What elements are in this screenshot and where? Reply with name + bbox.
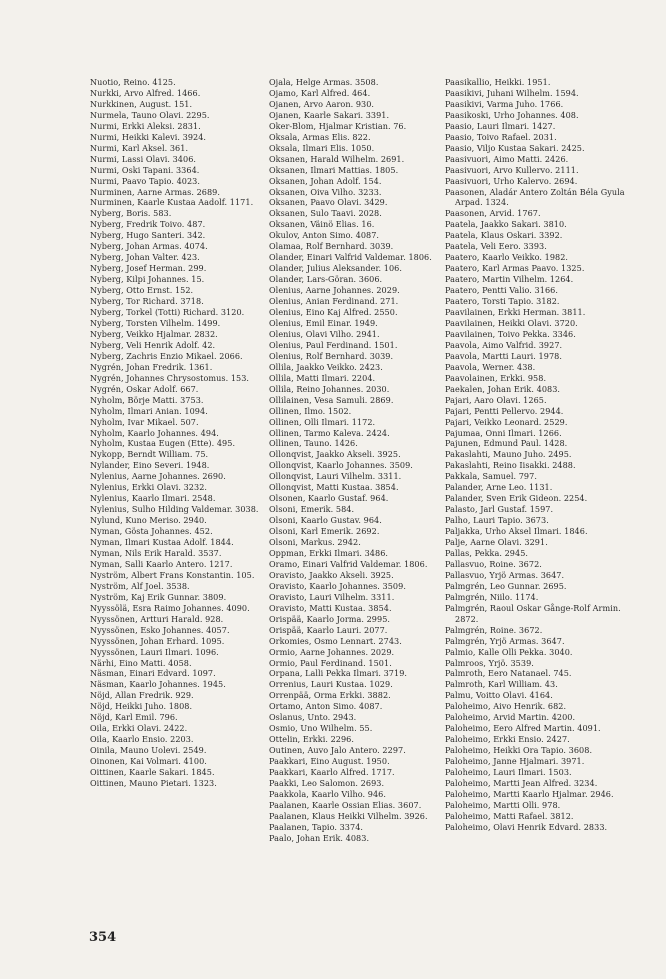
- index-entry: Nyberg, Torsten Vilhelm. 1499.: [90, 317, 221, 328]
- index-entry: Ollonqvist, Kaarlo Johannes. 3509.: [269, 460, 413, 471]
- index-entry: Nyberg, Zachris Enzio Mikael. 2066.: [90, 350, 243, 361]
- index-entry: Olsonen, Kaarlo Gustaf. 964.: [269, 493, 389, 504]
- index-entry: Paavola, Werner. 438.: [445, 361, 536, 372]
- index-entry: Nyholm, Börje Matti. 3753.: [90, 394, 204, 405]
- index-entry: Pajari, Veikko Leonard. 2529.: [445, 416, 568, 427]
- index-entry: Nurmi, Heikki Kalevi. 3924.: [90, 131, 207, 142]
- index-entry: Närhi, Eino Matti. 4058.: [90, 657, 192, 668]
- index-entry: Nyberg, Johan Valter. 423.: [90, 252, 200, 263]
- index-entry: Palmgrén, Yrjö Armas. 3647.: [445, 635, 565, 646]
- index-entry: Paasonen, Aladár Antero Zoltán Béla Gyula Arpad. 1324.: [445, 186, 625, 208]
- index-entry: Oila, Erkki Olavi. 2422.: [90, 723, 188, 734]
- index-entry: Paasivuori, Urho Kalervo. 2694.: [445, 175, 578, 186]
- index-entry: Ollinen, Olli Ilmari. 1172.: [269, 416, 376, 427]
- index-entry: Paasikoski, Urho Johannes. 408.: [445, 109, 579, 120]
- index-entry: Paakkola, Kaarlo Vilho. 946.: [269, 788, 386, 799]
- index-entry: Paakkari, Kaarlo Alfred. 1717.: [269, 767, 395, 778]
- index-entry: Näsman, Einari Edvard. 1097.: [90, 668, 216, 679]
- index-entry: Paloheimo, Janne Hjalmari. 3971.: [445, 756, 585, 767]
- index-entry: Paloheimo, Martti Olli. 978.: [445, 799, 561, 810]
- index-entry: Palander, Arne Leo. 1131.: [445, 482, 553, 493]
- index-entry: Nyyssönen, Artturi Harald. 928.: [90, 613, 224, 624]
- index-entry: Nygrén, Johan Fredrik. 1361.: [90, 361, 213, 372]
- index-entry: Paekalen, Johan Erik. 4083.: [445, 383, 561, 394]
- index-entry: Nurmi, Oski Tapani. 3364.: [90, 164, 200, 175]
- index-column-3: [445, 77, 627, 833]
- index-entry: Paalanen, Klaus Heikki Vilhelm. 3926.: [269, 810, 428, 821]
- index-entry: Orispää, Kaarlo Lauri. 2077.: [269, 624, 388, 635]
- index-entry: Ojanen, Kaarle Sakari. 3391.: [269, 109, 390, 120]
- index-entry: Paasivuori, Aimo Matti. 2426.: [445, 153, 569, 164]
- index-entry: Ollonqvist, Jaakko Akseli. 3925.: [269, 449, 401, 460]
- index-entry: Palmu, Voitto Olavi. 4164.: [445, 690, 553, 701]
- index-entry: Paavolainen, Erkki. 958.: [445, 372, 547, 383]
- index-entry: Palmgrén, Leo Gunnar. 2695.: [445, 580, 567, 591]
- index-entry: Nyberg, Johan Armas. 4074.: [90, 241, 208, 252]
- index-entry: Paasikivi, Varma Juho. 1766.: [445, 98, 564, 109]
- index-entry: Orpana, Lalli Pekka Ilmari. 3719.: [269, 668, 408, 679]
- index-entry: Nyman, Salli Kaarlo Antero. 1217.: [90, 558, 233, 569]
- index-entry: Oksanen, Sulo Taavi. 2028.: [269, 208, 382, 219]
- index-entry: Olsoni, Markus. 2942.: [269, 537, 361, 548]
- index-entry: Paasikallio, Heikki. 1951.: [445, 77, 551, 87]
- index-entry: Olenius, Olavi Vilho. 2941.: [269, 328, 380, 339]
- index-entry: Ojala, Helge Armas. 3508.: [269, 77, 379, 87]
- index-entry: Oksanen, Väinö Elias. 16.: [269, 219, 375, 230]
- index-entry: Ojamo, Karl Alfred. 464.: [269, 87, 371, 98]
- index-entry: Oksanen, Harald Wilhelm. 2691.: [269, 153, 405, 164]
- index-entry: Orrenpää, Orma Erkki. 3882.: [269, 690, 391, 701]
- index-entry: Paatero, Kaarlo Veikko. 1982.: [445, 252, 569, 263]
- index-entry: Paavola, Aimo Valfrid. 3927.: [445, 339, 563, 350]
- index-entry: Paakkari, Eino August. 1950.: [269, 756, 390, 767]
- index-entry: Nyström, Alf Joel. 3538.: [90, 580, 190, 591]
- index-entry: Olsoni, Karl Emerik. 2692.: [269, 526, 380, 537]
- index-entry: Okulov, Anton Simo. 4087.: [269, 230, 380, 241]
- index-entry: Pallas, Pekka. 2945.: [445, 547, 529, 558]
- index-entry: Nurmi, Erkki Aleksi. 2831.: [90, 120, 201, 131]
- index-entry: Paloheimo, Lauri Ilmari. 1503.: [445, 767, 572, 778]
- index-entry: Pakaslahti, Reino Iisakki. 2488.: [445, 460, 576, 471]
- index-entry: Oravisto, Jaakko Akseli. 3925.: [269, 569, 394, 580]
- index-entry: Palmroos, Yrjö. 3539.: [445, 657, 534, 668]
- index-entry: Oramo, Einari Valfrid Valdemar. 1806.: [269, 558, 428, 569]
- index-entry: Paavilainen, Erkki Herman. 3811.: [445, 307, 586, 318]
- index-entry: Pakkala, Samuel. 797.: [445, 471, 537, 482]
- index-entry: Ollila, Jaakko Veikko. 2423.: [269, 361, 383, 372]
- index-entry: Pajari, Aaro Olavi. 1265.: [445, 394, 547, 405]
- index-entry: Paatero, Martin Vilhelm. 1264.: [445, 274, 574, 285]
- index-entry: Oksala, Ilmari Elis. 1050.: [269, 142, 375, 153]
- index-entry: Oittinen, Mauno Pietari. 1323.: [90, 778, 217, 788]
- index-entry: Paalo, Johan Erik. 4083.: [269, 832, 370, 843]
- index-entry: Paasio, Lauri Ilmari. 1427.: [445, 120, 556, 131]
- index-entry: Palmgrén, Niilo. 1174.: [445, 591, 539, 602]
- index-entry: Olsoni, Emerik. 584.: [269, 504, 355, 515]
- index-entry: Paloheimo, Martti Jean Alfred. 3234.: [445, 778, 598, 788]
- index-entry: Nyyssönen, Esko Johannes. 4057.: [90, 624, 230, 635]
- index-entry: Nylander, Eino Severi. 1948.: [90, 460, 210, 471]
- index-entry: Orispää, Kaarlo Jorma. 2995.: [269, 613, 391, 624]
- index-entry: Oksanen, Johan Adolf. 154.: [269, 175, 382, 186]
- index-entry: Paasio, Viljo Kustaa Sakari. 2425.: [445, 142, 585, 153]
- index-entry: Olenius, Paul Ferdinand. 1501.: [269, 339, 398, 350]
- index-entry: Paavilainen, Heikki Olavi. 3720.: [445, 317, 578, 328]
- index-entry: Olamaa, Rolf Bernhard. 3039.: [269, 241, 394, 252]
- index-entry: Nyholm, Kaarlo Johannes. 494.: [90, 427, 219, 438]
- index-entry: Paloheimo, Eero Alfred Martin. 4091.: [445, 723, 601, 734]
- index-entry: Oinila, Mauno Uolevi. 2549.: [90, 745, 207, 756]
- index-entry: Nyström, Albert Frans Konstantin. 105.: [90, 569, 255, 580]
- index-entry: Nyberg, Otto Ernst. 152.: [90, 285, 194, 296]
- index-entry: Nyberg, Fredrik Toivo. 487.: [90, 219, 206, 230]
- index-column-1: [90, 77, 272, 789]
- index-entry: Olander, Einari Valfrid Valdemar. 1806.: [269, 252, 432, 263]
- index-entry: Nyman, Ilmari Kustaa Adolf. 1844.: [90, 537, 234, 548]
- index-entry: Paakki, Leo Salomon. 2693.: [269, 778, 385, 788]
- index-column-2: [269, 77, 451, 844]
- index-entry: Olander, Lars-Göran. 3606.: [269, 274, 383, 285]
- index-entry: Oksanen, Oiva Vilho. 3233.: [269, 186, 382, 197]
- index-entry: Paatero, Karl Armas Paavo. 1325.: [445, 263, 585, 274]
- index-entry: Nyyssönen, Lauri Ilmari. 1096.: [90, 646, 219, 657]
- index-entry: Olenius, Rolf Bernhard. 3039.: [269, 350, 394, 361]
- index-entry: Paloheimo, Olavi Henrik Edvard. 2833.: [445, 821, 608, 832]
- index-entry: Paatero, Torsti Tapio. 3182.: [445, 296, 560, 307]
- index-entry: Nyholm, Ivar Mikael. 507.: [90, 416, 199, 427]
- index-entry: Näsman, Kaarlo Johannes. 1945.: [90, 679, 226, 690]
- index-entry: Nyberg, Tor Richard. 3718.: [90, 296, 204, 307]
- index-entry: Pallasvuo, Yrjö Armas. 3647.: [445, 569, 565, 580]
- index-entry: Paalanen, Tapio. 3374.: [269, 821, 364, 832]
- index-entry: Ollinen, Tarmo Kaleva. 2424.: [269, 427, 390, 438]
- index-entry: Nyman, Gösta Johannes. 452.: [90, 526, 213, 537]
- index-entry: Nurmi, Paavo Tapio. 4023.: [90, 175, 200, 186]
- index-entry: Pallasvuo, Roine. 3672.: [445, 558, 542, 569]
- index-entry: Osmio, Uno Wilhelm. 55.: [269, 723, 373, 734]
- index-entry: Nykopp, Berndt William. 75.: [90, 449, 209, 460]
- index-entry: Nylenius, Erkki Olavi. 3232.: [90, 482, 208, 493]
- index-entry: Paloheimo, Erkki Ensio. 2427.: [445, 734, 570, 745]
- index-entry: Nyberg, Hugo Santeri. 342.: [90, 230, 206, 241]
- index-entry: Paalanen, Kaarle Ossian Elias. 3607.: [269, 799, 422, 810]
- index-entry: Outinen, Auvo Jalo Antero. 2297.: [269, 745, 406, 756]
- index-entry: Oslanus, Unto. 2943.: [269, 712, 357, 723]
- index-entry: Nyberg, Veli Henrik Adolf. 42.: [90, 339, 216, 350]
- index-entry: Nyyssölä, Esra Raimo Johannes. 4090.: [90, 602, 250, 613]
- index-entry: Paatela, Klaus Oskari. 3392.: [445, 230, 563, 241]
- index-entry: Oittinen, Kaarle Sakari. 1845.: [90, 767, 215, 778]
- index-entry: Oravisto, Kaarlo Johannes. 3509.: [269, 580, 406, 591]
- index-entry: Olsoni, Kaarlo Gustav. 964.: [269, 515, 382, 526]
- index-entry: Orrenius, Lauri Kustaa. 1029.: [269, 679, 393, 690]
- index-entry: Nurkki, Arvo Alfred. 1466.: [90, 87, 201, 98]
- index-entry: Paljakka, Urho Aksel Ilmari. 1846.: [445, 526, 588, 537]
- index-entry: Nyyssönen, Johan Erhard. 1095.: [90, 635, 225, 646]
- index-entry: Nylenius, Sulho Hilding Valdemar. 3038.: [90, 504, 259, 515]
- index-entry: Paavilainen, Toivo Pekka. 3346.: [445, 328, 576, 339]
- index-entry: Paatela, Jaakko Sakari. 3810.: [445, 219, 567, 230]
- index-entry: Nyberg, Torkel (Totti) Richard. 3120.: [90, 307, 245, 318]
- index-entry: Paloheimo, Martti Kaarlo Hjalmar. 2946.: [445, 788, 614, 799]
- index-entry: Oravisto, Lauri Vilhelm. 3311.: [269, 591, 395, 602]
- index-entry: Paloheimo, Aivo Henrik. 682.: [445, 701, 567, 712]
- index-entry: Pajunen, Edmund Paul. 1428.: [445, 438, 568, 449]
- index-entry: Olenius, Anian Ferdinand. 271.: [269, 296, 399, 307]
- index-entry: Oila, Kaarlo Ensio. 2203.: [90, 734, 194, 745]
- page-number: 354: [89, 930, 117, 945]
- index-entry: Ormio, Paul Ferdinand. 1501.: [269, 657, 392, 668]
- index-entry: Ollinen, Tauno. 1426.: [269, 438, 358, 449]
- index-entry: Ollila, Matti Ilmari. 2204.: [269, 372, 376, 383]
- index-entry: Ottelin, Erkki. 2296.: [269, 734, 355, 745]
- index-entry: Ollinen, Ilmo. 1502.: [269, 405, 352, 416]
- index-entry: Oravisto, Matti Kustaa. 3854.: [269, 602, 392, 613]
- index-entry: Palmgrén, Roine. 3672.: [445, 624, 543, 635]
- index-entry: Nyberg, Josef Herman. 299.: [90, 263, 207, 274]
- index-entry: Oinonen, Kai Volmari. 4100.: [90, 756, 207, 767]
- index-entry: Paasikivi, Juhani Wilhelm. 1594.: [445, 87, 579, 98]
- index-entry: Pakaslahti, Mauno Juho. 2495.: [445, 449, 572, 460]
- index-entry: Nylund, Kuno Meriso. 2940.: [90, 515, 207, 526]
- index-entry: Nyberg, Boris. 583.: [90, 208, 172, 219]
- index-entry: Olenius, Eino Kaj Alfred. 2550.: [269, 307, 398, 318]
- index-entry: Paasio, Toivo Rafael. 2031.: [445, 131, 557, 142]
- index-entry: Ollilainen, Vesa Samuli. 2869.: [269, 394, 394, 405]
- index-entry: Nurmi, Lassi Olavi. 3406.: [90, 153, 197, 164]
- index-entry: Paavola, Martti Lauri. 1978.: [445, 350, 562, 361]
- index-entry: Palmio, Kalle Olli Pekka. 3040.: [445, 646, 573, 657]
- index-entry: Nöjd, Karl Emil. 796.: [90, 712, 178, 723]
- index-entry: Ojanen, Arvo Aaron. 930.: [269, 98, 375, 109]
- index-entry: Nygrén, Oskar Adolf. 667.: [90, 383, 199, 394]
- index-entry: Nurminen, Aarne Armas. 2689.: [90, 186, 220, 197]
- index-entry: Palmroth, Karl William. 43.: [445, 679, 558, 690]
- index-entry: Nurkkinen, August. 151.: [90, 98, 193, 109]
- index-entry: Paloheimo, Matti Rafael. 3812.: [445, 810, 574, 821]
- index-entry: Ortamo, Anton Simo. 4087.: [269, 701, 383, 712]
- index-entry: Paloheimo, Arvid Martin. 4200.: [445, 712, 576, 723]
- index-entry: Oker-Blom, Hjalmar Kristian. 76.: [269, 120, 407, 131]
- index-entry: Ormio, Aarne Johannes. 2029.: [269, 646, 395, 657]
- index-entry: Olander, Julius Aleksander. 106.: [269, 263, 402, 274]
- index-entry: Orkomies, Osmo Lennart. 2743.: [269, 635, 402, 646]
- index-entry: Nylenius, Kaarlo Ilmari. 2548.: [90, 493, 216, 504]
- index-entry: Nuotio, Reino. 4125.: [90, 77, 176, 87]
- index-entry: Nurmela, Tauno Olavi. 2295.: [90, 109, 210, 120]
- index-entry: Olenius, Aarne Johannes. 2029.: [269, 285, 400, 296]
- index-entry: Ollila, Reino Johannes. 2030.: [269, 383, 390, 394]
- index-entry: Nyholm, Kustaa Eugen (Ette). 495.: [90, 438, 236, 449]
- index-entry: Palmroth, Eero Natanael. 745.: [445, 668, 572, 679]
- index-entry: Oksala, Armas Elis. 822.: [269, 131, 371, 142]
- index-entry: Pajumaa, Onni Ilmari. 1266.: [445, 427, 562, 438]
- index-entry: Paatero, Pentti Valio. 3166.: [445, 285, 558, 296]
- index-entry: Nurminen, Kaarle Kustaa Aadolf. 1171.: [90, 197, 254, 208]
- index-entry: Paloheimo, Heikki Ora Tapio. 3608.: [445, 745, 593, 756]
- index-entry: Nöjd, Allan Fredrik. 929.: [90, 690, 194, 701]
- index-entry: Nyberg, Kilpi Johannes. 15.: [90, 274, 205, 285]
- index-entry: Nyström, Kaj Erik Gunnar. 3809.: [90, 591, 227, 602]
- index-entry: Palho, Lauri Tapio. 3673.: [445, 515, 549, 526]
- index-entry: Oksanen, Ilmari Mattias. 1805.: [269, 164, 399, 175]
- index-entry: Nyberg, Veikko Hjalmar. 2832.: [90, 328, 218, 339]
- index-entry: Oppman, Erkki Ilmari. 3486.: [269, 547, 389, 558]
- index-entry: Nöjd, Heikki Juho. 1808.: [90, 701, 193, 712]
- index-entry: Nyman, Nils Erik Harald. 3537.: [90, 547, 222, 558]
- index-entry: Palmgrén, Raoul Oskar Gånge-Rolf Armin. 2872.: [445, 602, 621, 624]
- index-entry: Palander, Sven Erik Gideon. 2254.: [445, 493, 588, 504]
- index-entry: Paatela, Veli Eero. 3393.: [445, 241, 547, 252]
- index-entry: Oksanen, Paavo Olavi. 3429.: [269, 197, 388, 208]
- index-entry: Paasonen, Arvid. 1767.: [445, 208, 541, 219]
- index-entry: Palasto, Jarl Gustaf. 1597.: [445, 504, 554, 515]
- index-entry: Olenius, Emil Einar. 1949.: [269, 317, 378, 328]
- index-entry: Pajari, Pentti Pellervo. 2944.: [445, 405, 564, 416]
- index-entry: Palje, Aarne Olavi. 3291.: [445, 537, 548, 548]
- index-entry: Paasivuori, Arvo Kullervo. 2111.: [445, 164, 579, 175]
- index-entry: Nylenius, Aarne Johannes. 2690.: [90, 471, 226, 482]
- index-entry: Ollonqvist, Matti Kustaa. 3854.: [269, 482, 399, 493]
- index-entry: Nygrén, Johannes Chrysostomus. 153.: [90, 372, 250, 383]
- index-entry: Ollonqvist, Lauri Vilhelm. 3311.: [269, 471, 402, 482]
- index-entry: Nyholm, Ilmari Anian. 1094.: [90, 405, 208, 416]
- index-entry: Nurmi, Karl Aksel. 361.: [90, 142, 189, 153]
